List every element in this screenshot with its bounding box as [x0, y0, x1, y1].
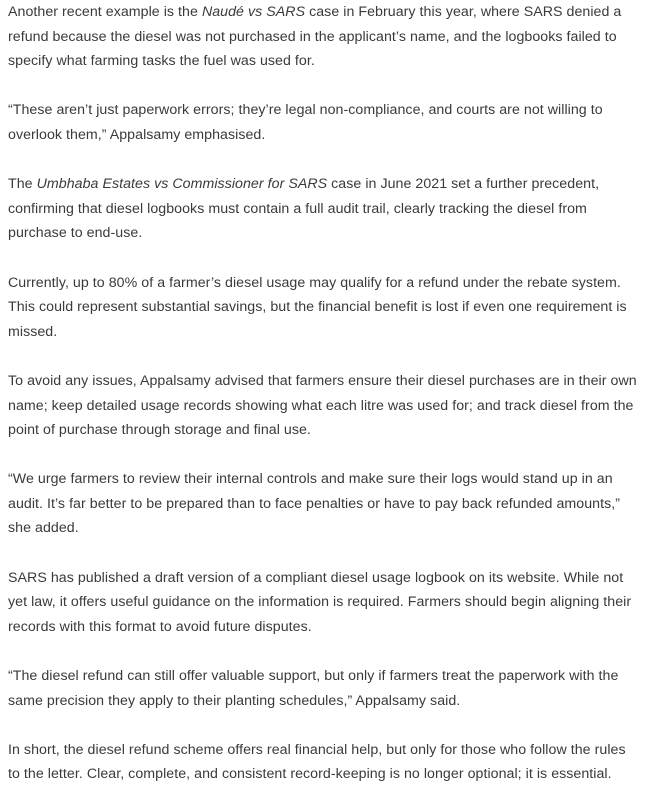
paragraph-quote-precision: “The diesel refund can still offer valuable support, but only if farmers treat the paperwork with the same precision they apply to their planting schedules,” Appalsamy said. [8, 668, 619, 709]
paragraph-quote-controls: “We urge farmers to review their internal controls and make sure their logs would stand up in an audit. It’s far better to be prepared than to face penalties or have to pay back refunded amounts,” she added. [8, 471, 620, 537]
case-name: Umbhaba Estates vs Commissioner for SARS [36, 176, 328, 193]
paragraph-draft-logbook: SARS has published a draft version of a compliant diesel usage logbook on its website. While not yet law, it offers useful guidance on the information is required. Farmers should begin aligning their records with this format to avoid future disputes. [8, 569, 632, 635]
paragraph-text: Another recent example is the [8, 4, 202, 20]
paragraph-advice: To avoid any issues, Appalsamy advised that farmers ensure their diesel purchases are in their own name; keep detailed usage records showing what each litre was used for; and track diesel from the point of purchase through storage and final use. [8, 372, 637, 439]
paragraph-text: case in February this year, where SARS denied a refund because the diesel was not purchased in the applicant’s name, and the logbooks failed to specify what farming tasks the fuel was used for. [8, 4, 622, 70]
paragraph-refund-rate: Currently, up to 80% of a farmer’s diesel usage may qualify for a refund under the rebate system. This could represent substantial savings, but the financial benefit is lost if even one requirement is missed. [8, 274, 627, 340]
paragraph-umbhaba-case [8, 172, 638, 246]
paragraph-quote-compliance: “These aren’t just paperwork errors; they’re legal non-compliance, and courts are not willing to overlook them,” Appalsamy emphasised. [8, 102, 603, 143]
paragraph-text: case in June 2021 set a further precedent, confirming that diesel logbooks must contain a full audit trail, clearly tracking the diesel from purchase to end-use. [8, 176, 600, 242]
paragraph-naude-case [8, 0, 638, 74]
case-name: Naudé vs SARS [201, 4, 306, 20]
paragraph-conclusion: In short, the diesel refund scheme offers real financial help, but only for those who follow the rules to the letter. Clear, complete, and consistent record-keeping is no longer optional; it is essential. [8, 741, 626, 783]
paragraph-text: The [8, 176, 37, 193]
